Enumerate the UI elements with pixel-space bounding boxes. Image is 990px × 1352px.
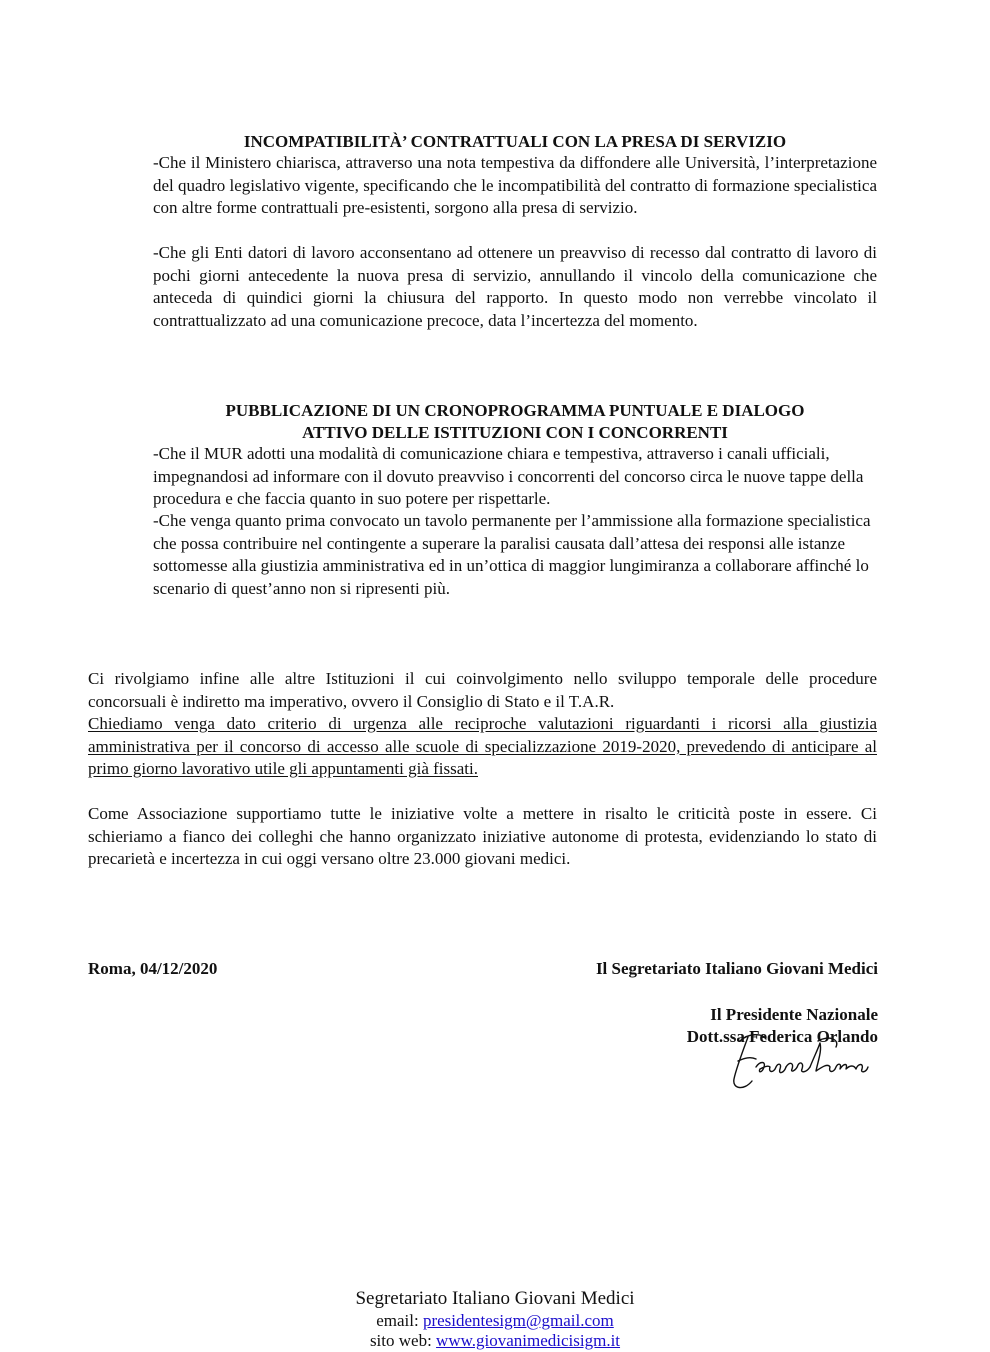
place-date: Roma, 04/12/2020 — [88, 959, 218, 978]
paragraph-associazione: Come Associazione supportiamo tutte le iniziative volte a mettere in risalto le criticità poste in essere. Ci schieriamo a fianco dei colleghi che hanno organizzato iniziative autonome di protesta, evidenziando lo stato di precarietà e incertezza in cui oggi versano oltre 23.000 giovani medici. — [88, 804, 877, 868]
footer-email-line — [0, 1311, 990, 1331]
handwritten-signature-icon — [718, 1027, 878, 1097]
paragraph-istituzioni-text: Ci rivolgiamo infine alle altre Istituzioni il cui coinvolgimento nello sviluppo temporale delle procedure concorsuali è indiretto ma imperativo, ovvero il Consiglio di Stato e il T.A.R. — [88, 669, 877, 711]
footer — [0, 1287, 990, 1351]
paragraph-ministero: -Che il Ministero chiarisca, attraverso una nota tempestiva da diffondere alle Università, l’interpretazione del quadro legislativo vigente, specificando che le incompatibilità del contratto di formazione specialistica con altre forme contrattuali pre-esistenti, sorgono alla presa di servizio. — [153, 153, 877, 217]
signatory-organization: Il Segretariato Italiano Giovani Medici — [595, 959, 878, 978]
email-link[interactable]: presidentesigm@gmail.com — [422, 1311, 614, 1330]
section-heading-incompatibilita: INCOMPATIBILITÀ’ CONTRATTUALI CON LA PRESA DI SERVIZIO — [243, 132, 787, 151]
paragraph-istituzioni — [88, 668, 877, 781]
section-heading-line: ATTIVO DELLE ISTITUZIONI CON I CONCORRENTI — [302, 423, 728, 442]
signatory-role: Il Presidente Nazionale — [710, 1005, 878, 1024]
paragraph-richiesta-urgenza: Chiediamo venga dato criterio di urgenza alle reciproche valutazioni riguardanti i ricorsi alla giustizia amministrativa per il concorso di accesso alle scuole di specializzazione 2019-2020, prevedendo di anticipare al primo giorno lavorativo utile gli appuntamenti già fissati. — [88, 714, 877, 778]
section-heading-cronoprogramma — [153, 400, 877, 444]
paragraph-mur: -Che il MUR adotti una modalità di comunicazione chiara e tempestiva, attraverso i canali ufficiali, impegnandosi ad informare con il dovuto preavviso i concorrenti del concorso circa le nuove tappe della procedura e che faccia quanto in suo potere per rispettarle. — [153, 444, 864, 508]
footer-web-line — [0, 1331, 990, 1351]
section-heading-line: PUBBLICAZIONE DI UN CRONOPROGRAMMA PUNTUALE E DIALOGO — [225, 401, 805, 420]
signatory-name: Dott.ssa Federica Orlando — [686, 1027, 878, 1046]
footer-email-label: email: — [376, 1311, 423, 1330]
paragraph-enti-datori: -Che gli Enti datori di lavoro acconsentano ad ottenere un preavviso di recesso dal contratto di lavoro di pochi giorni antecedente la nuova presa di servizio, annullando il vincolo della comunicazione che anteceda di quindici giorni la chiusura del rapporto. In questo modo non verrebbe vincolato il contrattualizzato ad una comunicazione precoce, data l’incertezza del momento. — [153, 243, 877, 330]
paragraph-tavolo-permanente: -Che venga quanto prima convocato un tavolo permanente per l’ammissione alla formazione specialistica che possa contribuire nel contingente a superare la paralisi causata dall’attesa dei responsi alle istanze sottomesse alla giustizia amministrativa ed in un’ottica di maggior lungimiranza a collaborare affinché lo scenario di quest’anno non si ripresenti più. — [153, 511, 871, 598]
footer-web-label: sito web: — [369, 1331, 437, 1350]
website-link[interactable]: www.giovanimedicisigm.it — [436, 1331, 621, 1350]
footer-organization: Segretariato Italiano Giovani Medici — [355, 1288, 635, 1309]
